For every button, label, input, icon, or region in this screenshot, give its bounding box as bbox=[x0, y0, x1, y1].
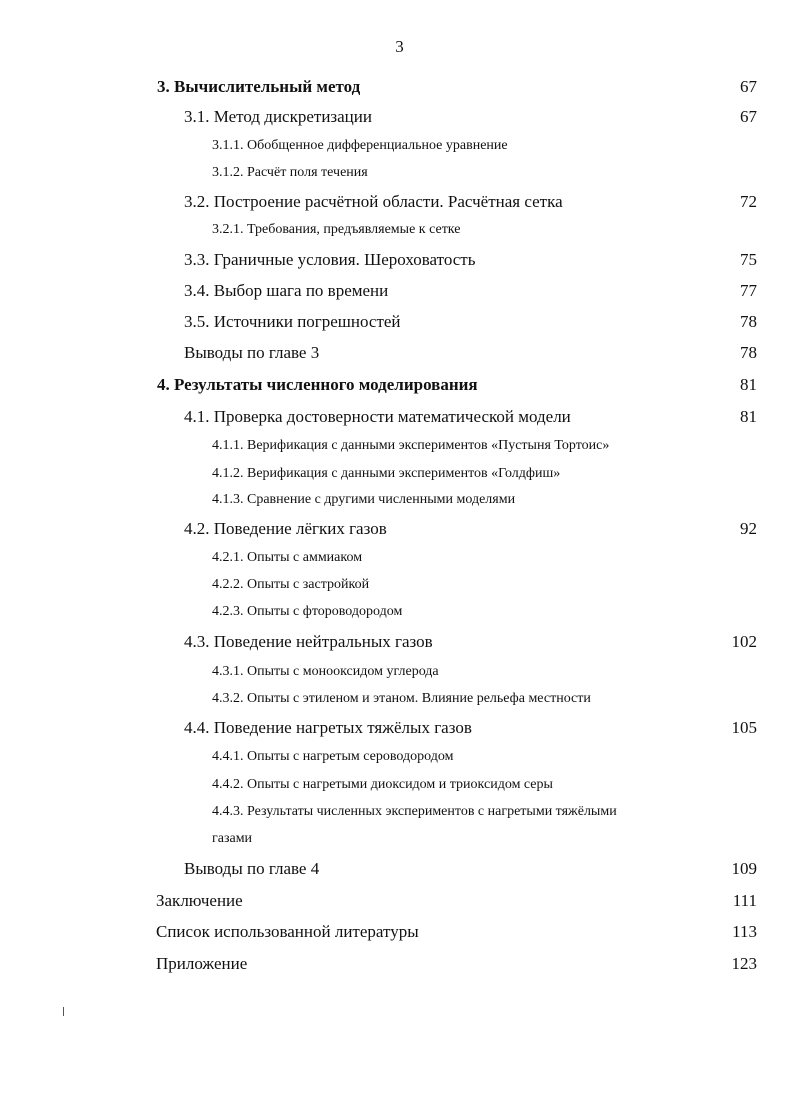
toc-entry-page: 67 bbox=[740, 107, 757, 126]
toc-entry-title: Заключение bbox=[156, 891, 243, 910]
toc-entry-title: Результаты численного моделирования bbox=[174, 375, 478, 394]
toc-entry-title: Поведение лёгких газов bbox=[213, 519, 387, 538]
toc-entry-title: Опыты с монооксидом углерода bbox=[247, 664, 439, 679]
toc-entry-title: Приложение bbox=[156, 954, 248, 973]
toc-entry-title: Метод дискретизации bbox=[213, 107, 372, 126]
toc-entry bbox=[184, 519, 387, 539]
toc-entry-number: 4.1. bbox=[184, 407, 210, 426]
toc-entry-page: 81 bbox=[740, 407, 757, 426]
toc-entry-title: Вычислительный метод bbox=[174, 77, 361, 96]
toc-entry bbox=[212, 664, 439, 680]
toc-entry-title: Выводы по главе 3 bbox=[184, 343, 320, 362]
toc-entry-title: Проверка достоверности математической модели bbox=[213, 407, 571, 426]
toc-entry-number: 4.1.3. bbox=[212, 492, 244, 507]
toc-entry-page: 78 bbox=[740, 343, 757, 362]
toc-entry-number: 4.1.1. bbox=[212, 438, 244, 453]
toc-entry bbox=[212, 691, 591, 707]
toc-entry-number: 4.4.1. bbox=[212, 749, 244, 764]
toc-entry bbox=[212, 604, 402, 620]
toc-entry bbox=[212, 831, 252, 847]
toc-entry-title: Опыты с застройкой bbox=[247, 577, 370, 592]
toc-entry-title: Граничные условия. Шероховатость bbox=[213, 250, 476, 269]
toc-entry-title: Список использованной литературы bbox=[156, 922, 419, 941]
toc-entry-number: 3.2. bbox=[184, 192, 210, 211]
toc-entry-number: 4.3. bbox=[184, 632, 210, 651]
toc-entry-page: 105 bbox=[731, 718, 757, 737]
toc-entry-number: 4.4.3. bbox=[212, 804, 244, 819]
toc-entry-page: 111 bbox=[732, 891, 757, 910]
toc-entry-page: 92 bbox=[740, 519, 757, 538]
toc-entry-number: 3.1.2. bbox=[212, 165, 244, 180]
toc-entry-number: 3.5. bbox=[184, 312, 210, 331]
toc-entry bbox=[184, 632, 433, 652]
toc-entry bbox=[212, 804, 617, 820]
toc-entry bbox=[212, 492, 515, 508]
toc-entry bbox=[156, 891, 243, 911]
toc-entry-title: Опыты с нагретыми диоксидом и триоксидом серы bbox=[247, 777, 553, 792]
toc-entry-title: Результаты численных экспериментов с нагретыми тяжёлыми bbox=[247, 804, 617, 819]
toc-entry-title: Верификация с данными экспериментов «Пустыня Тортоис» bbox=[247, 438, 610, 453]
toc-entry-title: Расчёт поля течения bbox=[247, 165, 368, 180]
toc-entry-number: 3.3. bbox=[184, 250, 210, 269]
toc-entry bbox=[156, 954, 247, 974]
toc-entry-title: Поведение нейтральных газов bbox=[213, 632, 433, 651]
toc-entry-title: Сравнение с другими численными моделями bbox=[247, 492, 516, 507]
toc-entry-number: 4.2.1. bbox=[212, 550, 244, 565]
toc-entry bbox=[212, 550, 362, 566]
toc-entry-page: 109 bbox=[731, 859, 757, 878]
toc-entry-page: 102 bbox=[731, 632, 757, 651]
toc-entry-number: 4.4.2. bbox=[212, 777, 244, 792]
toc-entry-page: 67 bbox=[740, 77, 757, 96]
toc-entry bbox=[184, 343, 319, 363]
toc-entry-title: Обобщенное дифференциальное уравнение bbox=[247, 138, 508, 153]
toc-entry-title: Построение расчётной области. Расчётная сетка bbox=[213, 192, 563, 211]
toc-entry-number: 3.4. bbox=[184, 281, 210, 300]
toc-entry-title: Источники погрешностей bbox=[213, 312, 401, 331]
toc-entry-title: Поведение нагретых тяжёлых газов bbox=[213, 718, 472, 737]
toc-entry-page: 123 bbox=[731, 954, 757, 973]
toc-entry bbox=[212, 222, 460, 238]
toc-entry-page: 78 bbox=[740, 312, 757, 331]
toc-entry bbox=[212, 165, 368, 181]
toc-entry-title: Опыты с нагретым сероводородом bbox=[247, 749, 454, 764]
toc-entry-number: 4.2. bbox=[184, 519, 210, 538]
toc-entry bbox=[212, 749, 453, 765]
toc-entry bbox=[212, 138, 508, 154]
toc-entry-title: Требования, предъявляемые к сетке bbox=[247, 222, 461, 237]
toc-entry-title: Опыты с этиленом и этаном. Влияние рельефа местности bbox=[247, 691, 591, 706]
toc-entry-number: 4.3.1. bbox=[212, 664, 244, 679]
toc-entry bbox=[184, 718, 472, 738]
toc-entry-title: Выводы по главе 4 bbox=[184, 859, 320, 878]
toc-entry-title: Опыты с фтороводородом bbox=[247, 604, 403, 619]
toc-entry-number: 3. bbox=[157, 77, 170, 96]
toc-entry-number: 4.1.2. bbox=[212, 466, 244, 481]
toc-entry-number: 4. bbox=[157, 375, 170, 394]
toc-entry-title: газами bbox=[212, 831, 253, 846]
toc-entry bbox=[184, 407, 571, 427]
toc-entry bbox=[184, 859, 319, 879]
toc-entry bbox=[184, 107, 372, 127]
toc-entry bbox=[157, 375, 478, 395]
toc-entry-page: 75 bbox=[740, 250, 757, 269]
toc-entry-number: 4.3.2. bbox=[212, 691, 244, 706]
toc-entry-number: 3.1.1. bbox=[212, 138, 244, 153]
toc-entry-number: 4.4. bbox=[184, 718, 210, 737]
toc-entry-title: Опыты с аммиаком bbox=[247, 550, 363, 565]
toc-entry bbox=[184, 250, 475, 270]
page-number: 3 bbox=[395, 37, 404, 56]
toc-entry-title: Выбор шага по времени bbox=[213, 281, 389, 300]
toc-entry-number: 3.2.1. bbox=[212, 222, 244, 237]
toc-entry bbox=[156, 922, 419, 942]
toc-entry-page: 77 bbox=[740, 281, 757, 300]
toc-entry-number: 3.1. bbox=[184, 107, 210, 126]
toc-entry bbox=[212, 777, 553, 793]
toc-entry bbox=[184, 312, 401, 332]
toc-entry-number: 4.2.3. bbox=[212, 604, 244, 619]
toc-entry-page: 72 bbox=[740, 192, 757, 211]
toc-entry bbox=[212, 466, 560, 482]
scan-mark bbox=[63, 1007, 64, 1016]
toc-entry bbox=[184, 192, 563, 212]
toc-entry bbox=[212, 438, 609, 454]
toc-entry bbox=[157, 77, 360, 97]
toc-entry-title: Верификация с данными экспериментов «Голдфиш» bbox=[247, 466, 561, 481]
toc-entry bbox=[212, 577, 369, 593]
toc-entry-page: 81 bbox=[740, 375, 757, 394]
toc-entry-number: 4.2.2. bbox=[212, 577, 244, 592]
toc-entry-page: 113 bbox=[732, 922, 757, 941]
toc-entry bbox=[184, 281, 388, 301]
